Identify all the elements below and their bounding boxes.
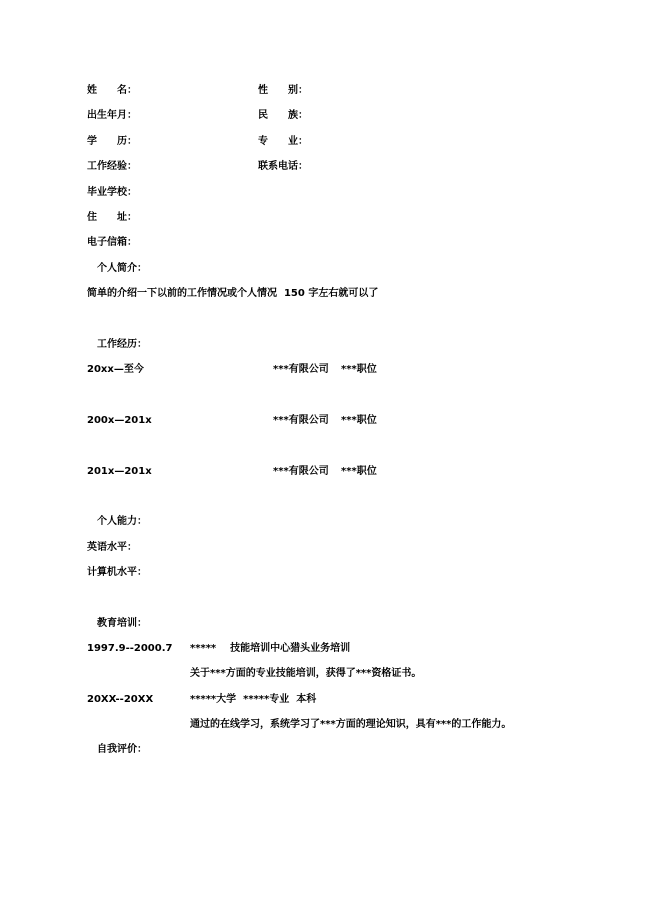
intro-text: 简单的介绍一下以前的工作情况或个人情况 150 字左右就可以了 — [87, 288, 379, 299]
work-position: ***职位 — [341, 466, 377, 477]
work-position: ***职位 — [341, 364, 377, 375]
education-label: 学 历： — [87, 136, 137, 147]
education-title: ***** 技能培训中心猎头业务培训 — [190, 643, 351, 654]
education-title: *****大学 *****专业 本科 — [190, 694, 317, 705]
computer-label: 计算机水平： — [87, 567, 147, 578]
work-experience-label: 工作经验： — [87, 161, 137, 172]
email-label: 电子信箱： — [87, 237, 137, 248]
birth-label: 出生年月： — [87, 110, 137, 121]
education-detail: 关于***方面的专业技能培训，获得了***资格证书。 — [190, 668, 422, 679]
major-label: 专 业： — [258, 136, 308, 147]
education-period: 1997.9--2000.7 — [87, 643, 173, 654]
school-label: 毕业学校： — [87, 187, 137, 198]
education-heading: 教育培训： — [97, 618, 147, 629]
gender-label: 性 别： — [258, 85, 308, 96]
work-company: ***有限公司 — [273, 466, 329, 477]
intro-heading: 个人简介： — [97, 263, 147, 274]
work-company: ***有限公司 — [273, 415, 329, 426]
work-period: 201x—201x — [87, 466, 152, 477]
english-label: 英语水平： — [87, 542, 137, 553]
work-period: 20xx—至今 — [87, 364, 144, 375]
work-company: ***有限公司 — [273, 364, 329, 375]
education-period: 20XX--20XX — [87, 694, 154, 705]
self-evaluation-heading: 自我评价： — [97, 744, 147, 755]
name-label: 姓 名： — [87, 85, 137, 96]
education-detail: 通过的在线学习，系统学习了***方面的理论知识，具有***的工作能力。 — [190, 719, 512, 730]
work-period: 200x—201x — [87, 415, 152, 426]
ability-heading: 个人能力： — [97, 516, 147, 527]
work-heading: 工作经历： — [97, 339, 147, 350]
phone-label: 联系电话： — [258, 161, 308, 172]
ethnicity-label: 民 族： — [258, 110, 308, 121]
address-label: 住 址： — [87, 212, 137, 223]
work-position: ***职位 — [341, 415, 377, 426]
